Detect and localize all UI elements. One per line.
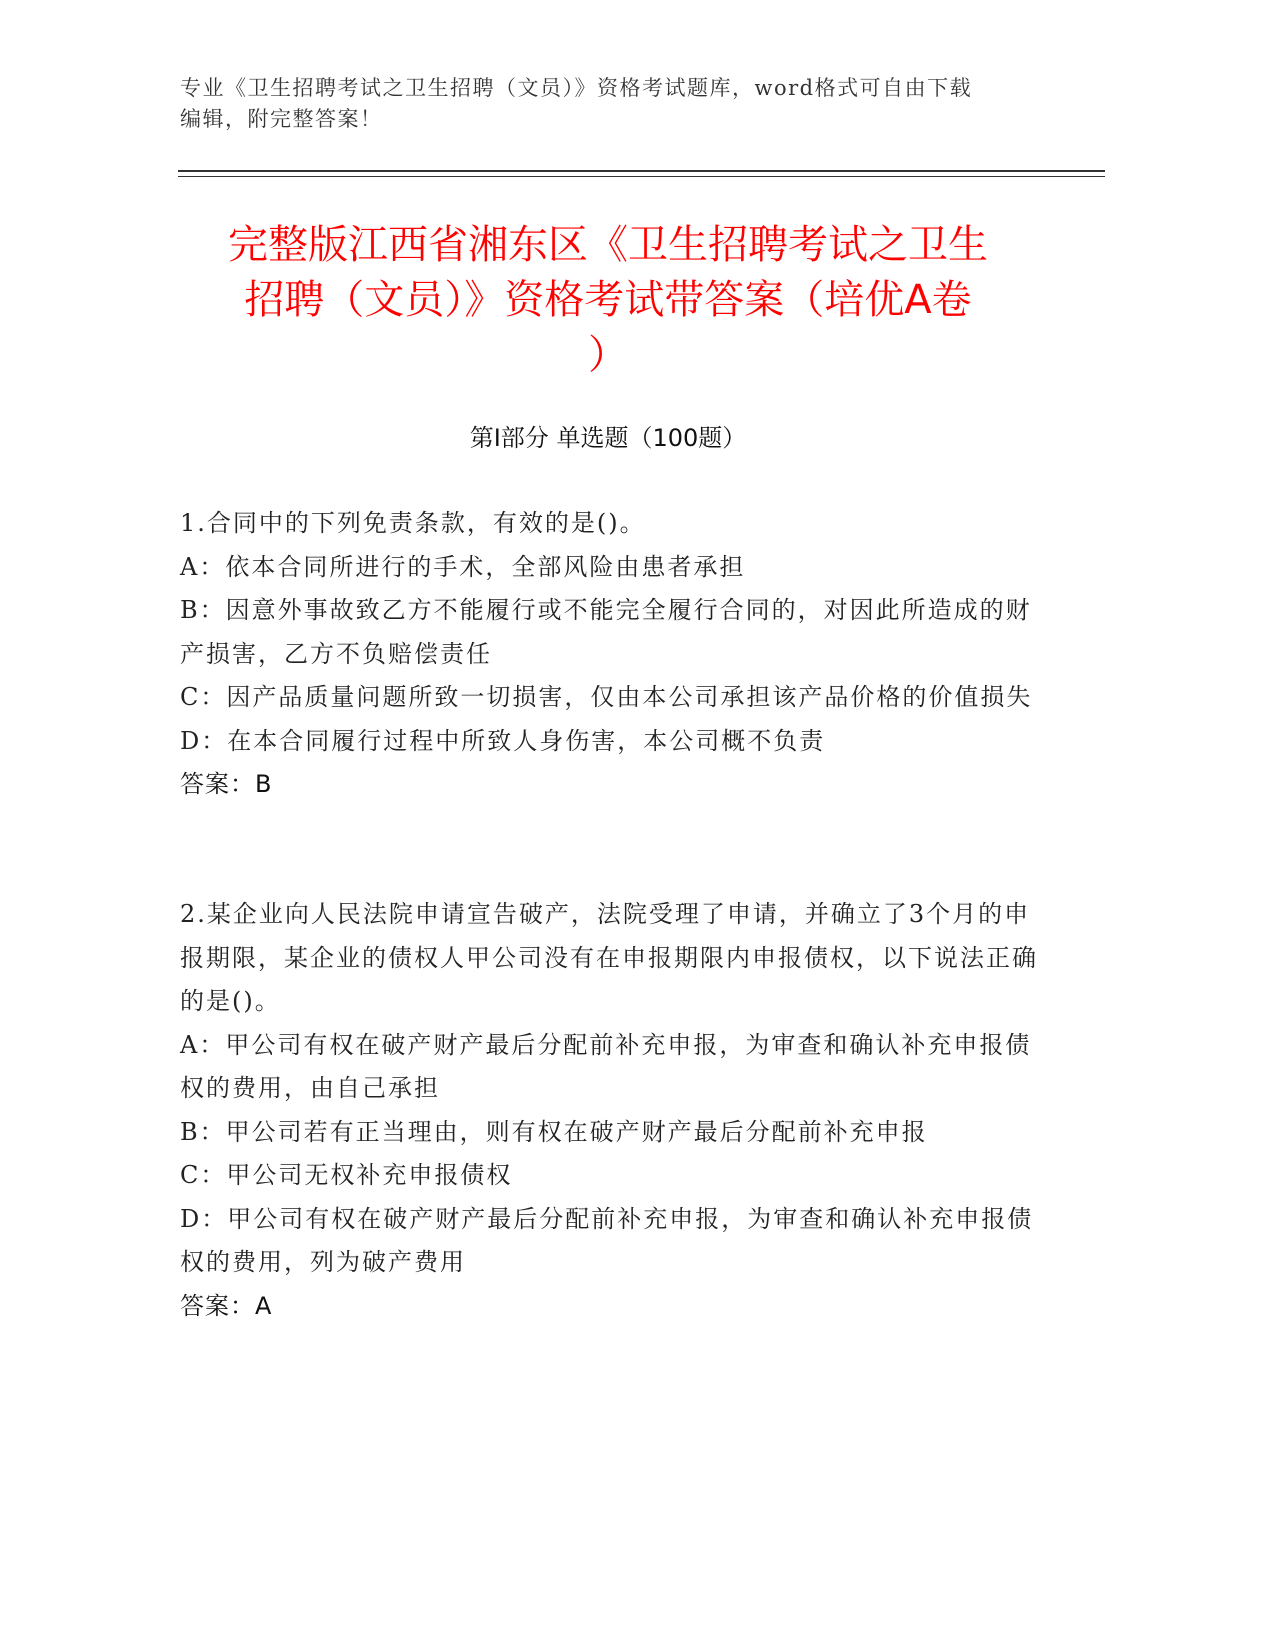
document-intro — [180, 73, 1040, 135]
answer: 答案：A — [180, 1291, 273, 1320]
option-a: A：甲公司有权在破产财产最后分配前补充申报，为审查和确认补充申报债权的费用，由自己承担 — [180, 1030, 1032, 1102]
title-line-2: 招聘（文员）》资格考试带答案（培优A卷 — [244, 277, 972, 323]
title-line-1: 完整版江西省湘东区《卫生招聘考试之卫生 — [228, 222, 988, 268]
option-b: B：因意外事故致乙方不能履行或不能完全履行合同的，对因此所造成的财产损害，乙方不负赔偿责任 — [180, 596, 1032, 668]
question-stem: 1.合同中的下列免责条款，有效的是()。 — [180, 509, 646, 537]
question-1 — [180, 502, 1040, 807]
option-d: D：甲公司有权在破产财产最后分配前补充申报，为审查和确认补充申报债权的费用，列为破产费用 — [180, 1204, 1034, 1276]
header-divider-thin — [178, 176, 1105, 177]
document-title — [178, 218, 1038, 383]
question-2 — [180, 893, 1040, 1328]
intro-line-1: 专业《卫生招聘考试之卫生招聘（文员）》资格考试题库，word格式可自由下载 — [180, 76, 973, 100]
answer: 答案：B — [180, 770, 273, 798]
option-c: C：甲公司无权补充申报债权 — [180, 1161, 513, 1189]
title-line-3: ） — [588, 332, 628, 378]
option-b: B：甲公司若有正当理由，则有权在破产财产最后分配前补充申报 — [180, 1117, 928, 1146]
question-stem: 2.某企业向人民法院申请宣告破产，法院受理了申请，并确立了3个月的申报期限，某企业的债权人甲公司没有在申报期限内申报债权，以下说法正确的是()。 — [180, 900, 1038, 1015]
option-c: C：因产品质量问题所致一切损害，仅由本公司承担该产品价格的价值损失 — [180, 683, 1033, 711]
intro-line-2: 编辑，附完整答案！ — [180, 107, 383, 131]
header-divider-thick — [178, 170, 1105, 172]
option-d: D：在本合同履行过程中所致人身伤害，本公司概不负责 — [180, 726, 826, 755]
section-heading: 第I部分 单选题（100题） — [469, 424, 747, 452]
option-a: A：依本合同所进行的手术，全部风险由患者承担 — [180, 552, 746, 581]
